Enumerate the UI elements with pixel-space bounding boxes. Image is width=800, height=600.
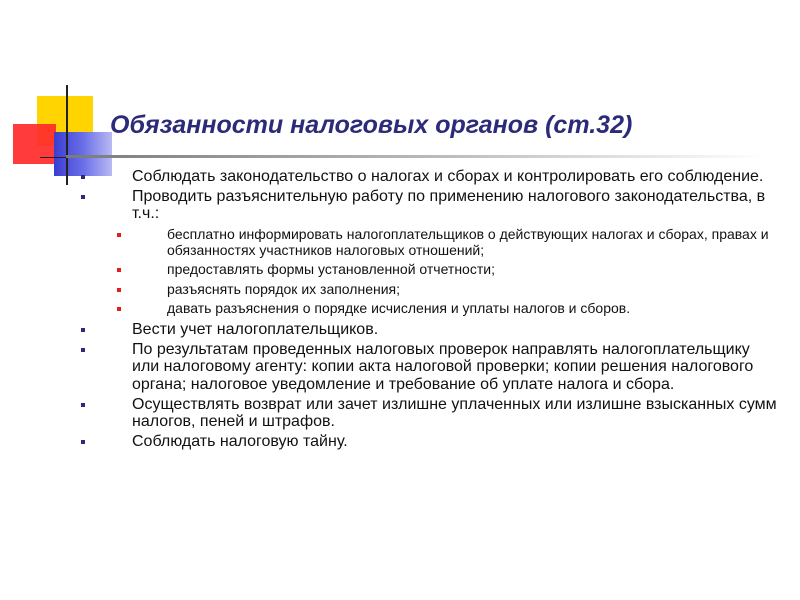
sub-list-item-text: бесплатно информировать налогоплательщиков о действующих налогах и сборах, правах и обязанностях участников налоговых отношений;	[167, 225, 769, 259]
list-item-text: Соблюдать налоговую тайну.	[132, 432, 348, 450]
logo-vertical-line	[66, 85, 68, 185]
sub-bullet-icon	[117, 307, 121, 311]
sub-list-item	[78, 281, 778, 297]
list-item-text: По результатам проведенных налоговых проверок направлять налогоплательщику или налоговому агенту: копии акта налоговой проверки; копии решения налогового органа; налоговое уведомление и требование об уплате налога и сбора.	[132, 340, 754, 394]
slide-body	[78, 168, 778, 450]
sub-list-item	[78, 226, 778, 259]
sub-list-item	[78, 261, 778, 277]
title-divider	[66, 155, 766, 158]
bullet-icon	[81, 328, 85, 332]
list-item	[78, 396, 778, 431]
sub-list-item	[78, 300, 778, 316]
list-item	[78, 168, 778, 186]
list-item	[78, 341, 778, 394]
sub-list-item-text: давать разъяснения о порядке исчисления и уплаты налогов и сборов.	[167, 299, 631, 316]
bullet-icon	[81, 440, 85, 444]
slide-title: Обязанности налоговых органов (ст.32)	[110, 111, 633, 139]
list-item-text: Вести учет налогоплательщиков.	[132, 321, 379, 339]
bullet-icon	[81, 195, 85, 199]
list-item	[78, 188, 778, 223]
sub-list-item-text: разъяснять порядок их заполнения;	[167, 280, 400, 297]
list-item-text: Проводить разъяснительную работу по применению налогового законодательства, в т.ч.:	[132, 187, 766, 223]
logo-red-square	[13, 124, 56, 164]
list-item-text: Соблюдать законодательство о налогах и сборах и контролировать его соблюдение.	[132, 168, 764, 185]
bullet-icon	[81, 175, 85, 179]
list-item-text: Осуществлять возврат или зачет излишне уплаченных или излишне взысканных сумм налогов, пеней и штрафов.	[132, 395, 777, 431]
sub-bullet-icon	[117, 233, 121, 237]
sub-bullet-icon	[117, 288, 121, 292]
bullet-icon	[81, 403, 85, 407]
sub-list-item-text: предоставлять формы установленной отчетности;	[167, 261, 495, 278]
sub-bullet-icon	[117, 268, 121, 272]
list-item	[78, 433, 778, 451]
list-item	[78, 321, 778, 339]
bullet-icon	[81, 348, 85, 352]
